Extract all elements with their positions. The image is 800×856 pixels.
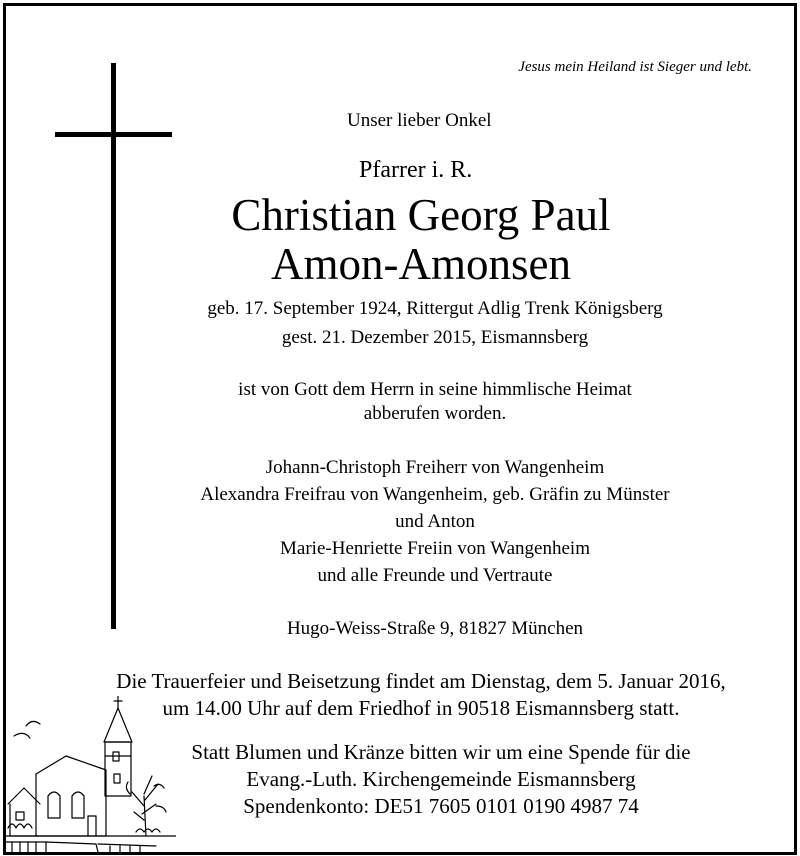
- mourner-line: und alle Freunde und Vertraute: [317, 565, 553, 586]
- donation-line1: Statt Blumen und Kränze bitten wir um eine Spende für die: [191, 740, 691, 764]
- mourner-line: Marie-Henriette Freiin von Wangenheim: [280, 538, 590, 559]
- message-line1: ist von Gott dem Herrn in seine himmlische Heimat: [238, 379, 632, 400]
- mourner-line: Johann-Christoph Freiherr von Wangenheim: [265, 457, 605, 478]
- funeral-line1: Die Trauerfeier und Beisetzung findet am Dienstag, dem 5. Januar 2016,: [116, 669, 726, 693]
- intro-text: Unser lieber Onkel: [347, 110, 492, 131]
- motto: Jesus mein Heiland ist Sieger und lebt.: [518, 59, 752, 75]
- deceased-name-line1: Christian Georg Paul: [231, 190, 611, 240]
- obituary-notice: [3, 3, 797, 855]
- deceased-title: Pfarrer i. R.: [359, 157, 473, 183]
- mourner-line: und Anton: [395, 511, 475, 532]
- mourner-line: Alexandra Freifrau von Wangenheim, geb. Gräfin zu Münster: [200, 484, 670, 505]
- donation-line3: Spendenkonto: DE51 7605 0101 0190 4987 74: [243, 794, 639, 818]
- birth-info: geb. 17. September 1924, Rittergut Adlig Trenk Königsberg: [207, 298, 663, 319]
- message-line2: abberufen worden.: [363, 403, 507, 424]
- deceased-name-line2: Amon-Amonsen: [271, 239, 571, 289]
- address: Hugo-Weiss-Straße 9, 81827 München: [286, 618, 584, 639]
- donation-line2: Evang.-Luth. Kirchengemeinde Eismannsberg: [246, 767, 636, 791]
- church-sketch-icon: [6, 696, 176, 852]
- cross-horizontal-bar: [55, 132, 172, 137]
- funeral-line2: um 14.00 Uhr auf dem Friedhof in 90518 Eismannsberg statt.: [162, 696, 680, 720]
- death-info: gest. 21. Dezember 2015, Eismannsberg: [281, 327, 589, 348]
